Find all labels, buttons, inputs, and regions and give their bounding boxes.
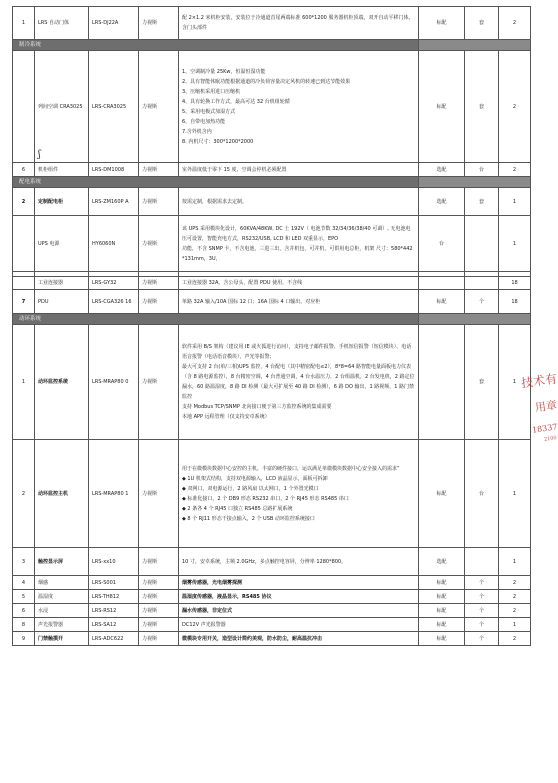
item-brand: 力视斯 (139, 216, 179, 272)
item-model: LRS-CRA3025 (89, 51, 139, 163)
item-name: 声光报警器 (35, 618, 89, 632)
item-model: HY6060N (89, 216, 139, 272)
item-qty: 2 (499, 7, 531, 40)
item-qty: 1 (499, 548, 531, 576)
item-unit: 个 (465, 604, 499, 618)
row-number (13, 277, 35, 290)
hand-mark: ʃ (38, 149, 41, 160)
item-qty: 18 (499, 277, 531, 290)
row-number: 1 (13, 7, 35, 40)
item-unit: 套 (465, 188, 499, 216)
item-description: 漏水传感器，非定位式 (179, 604, 419, 618)
item-qty: 2 (499, 632, 531, 646)
item-qty: 2 (499, 51, 531, 163)
row-number: 9 (13, 632, 35, 646)
item-model: LRS-CGA326 16 (89, 290, 139, 314)
item-description: 室外温度低于零下 15 度，空调会停机必须配置 (179, 163, 419, 177)
item-name: 温湿度 (35, 590, 89, 604)
table-row (13, 188, 531, 216)
item-brand: 力视斯 (139, 7, 179, 40)
item-name: 水浸 (35, 604, 89, 618)
item-config: 标配 (419, 290, 465, 314)
item-model: LRS-S001 (89, 576, 139, 590)
item-name: 动环监控主机 (35, 440, 89, 548)
item-name: 触控显示屏 (35, 548, 89, 576)
item-model: LRS-MRAP80 0 (89, 325, 139, 440)
item-model: LRS-TH812 (89, 590, 139, 604)
row-number: 1 (13, 325, 35, 440)
item-description: 1、空调制冷量 25Kw，恒温恒湿功能 2、具有智能休眠功能根据通道的冷负荷容量决定风机的转速已到达节能效果 3、压缩机采用进口压缩机 4、具有轮换工作方式，最高可达 32 台机组轮循 5、采用电极式加湿方式 6、自带电加热功能 7.含外机含内 8. 内机尺寸：300*1200*2000 (179, 51, 419, 163)
item-unit: 个 (465, 290, 499, 314)
item-config (419, 325, 465, 440)
item-brand: 力视斯 (139, 576, 179, 590)
item-description: 按需定制，根据需求去定制。 (179, 188, 419, 216)
row-number: 2 (13, 188, 35, 216)
item-config: 选配 (419, 548, 465, 576)
section-title: 制冷系统 (13, 40, 419, 51)
item-config: 标配 (419, 440, 465, 548)
section-title: 动环系统 (13, 314, 419, 325)
row-number: 2 (13, 440, 35, 548)
item-description: 10 寸，安卓系统，主频 2.0GHz，多点触控电容屏，分辨率 1280*800。 (179, 548, 419, 576)
spec-sheet (12, 6, 542, 766)
item-name: 工业连接器 (35, 277, 89, 290)
table-row (13, 277, 531, 290)
item-model: LRS-xx10 (89, 548, 139, 576)
row-number (13, 216, 35, 272)
row-number: 6 (13, 163, 35, 177)
item-name: LRS 自动门体 (35, 7, 89, 40)
item-unit (465, 277, 499, 290)
table-row (13, 440, 531, 548)
item-config (419, 277, 465, 290)
item-brand: 力视斯 (139, 548, 179, 576)
item-qty: 2 (499, 604, 531, 618)
item-qty: 1 (499, 216, 531, 272)
section-header (13, 177, 531, 188)
row-number: 4 (13, 576, 35, 590)
item-unit (465, 216, 499, 272)
item-qty: 1 (499, 618, 531, 632)
item-description: 该 UPS 采用模块化设计，60KVA/48KW, DC 士 192V（ 电池节数 32/34/36/38/40 可调）, 无电池电压可设置，智能充电方式，RS232/USB, LCD 和 LED 双重显示，EPO 功能，不含 SNMP 卡，不含电池，三进三出，含并机包，可并机，可供用电总柜，机架 尺寸：580*442*131mm，3U， (179, 216, 419, 272)
row-number: 3 (13, 548, 35, 576)
item-brand: 力视斯 (139, 277, 179, 290)
item-unit: 套 (465, 51, 499, 163)
item-qty: 2 (499, 576, 531, 590)
table-row (13, 216, 531, 272)
table-row (13, 290, 531, 314)
item-description: 温湿度传感器，液晶显示，RS485 协议 (179, 590, 419, 604)
item-brand: 力视斯 (139, 188, 179, 216)
item-config: 选配 (419, 188, 465, 216)
section-header (13, 40, 531, 51)
item-qty: 2 (499, 590, 531, 604)
item-qty: 2 (499, 163, 531, 177)
item-model: LRS-DM1008 (89, 163, 139, 177)
item-config: 标配 (419, 604, 465, 618)
item-name: 定制配电柜 (35, 188, 89, 216)
table-row (13, 632, 531, 646)
item-description: 用于在微模块数据中心安控的主机，丰富的硬件接口，运以满足单微模块数据中心安全接入的需求“ ◆ 1U 机架式结构，支持双电源输入，LCD 液晶显示，面板可拆卸 ◆ 双网口，双电源运行，2 路风扇 以太网口，1 个外置光模口 ◆ 标准化接口，2 个 DB9 形态 RS232 串口，2 个 RJ45 形态 RS485 串口 ◆ 2 条各 4 个 RJ45 口独立 RS485 总路扩展系统 ◆ 8 个 RJ11 形态干接点输入，2 个 USB 动环监控系统接口 (179, 440, 419, 548)
seal-text-2: 用章 (534, 398, 558, 415)
item-unit: 个 (465, 632, 499, 646)
item-brand: 力视斯 (139, 290, 179, 314)
item-model: LRS-ZM160P A (89, 188, 139, 216)
table-row (13, 590, 531, 604)
item-description: 烟雾传感器，光电烟雾探测 (179, 576, 419, 590)
item-qty: 1 (499, 440, 531, 548)
item-qty: 18 (499, 290, 531, 314)
item-description: 配 2×1.2 米机柜安装，安装位于冷通道首尾两端标准 600*1200 服务器机柜顶端，双开自动平移门体，含门头部件 (179, 7, 419, 40)
item-model: LRS-MRAP80 1 (89, 440, 139, 548)
item-description: 微模块专用开关，造型设计简约美观，防水防尘，耐高温抗冲击 (179, 632, 419, 646)
item-unit: 台 (465, 163, 499, 177)
equipment-table (12, 6, 531, 646)
item-name: 列间空调 CRA3025 (35, 51, 89, 163)
table-row (13, 548, 531, 576)
item-unit: 个 (465, 590, 499, 604)
item-unit: 个 (465, 576, 499, 590)
table-row (13, 325, 531, 440)
item-config: 标配 (419, 618, 465, 632)
item-unit: 套 (465, 7, 499, 40)
item-model: LRS-DJ22A (89, 7, 139, 40)
item-config: 标配 (419, 7, 465, 40)
item-config: 标配 (419, 51, 465, 163)
item-model: LRS-GY32 (89, 277, 139, 290)
item-description: 单路 32A 输入/10A 国标 12 口；16A 国标 4 口输出，对应柜 (179, 290, 419, 314)
item-unit: 套 (465, 325, 499, 440)
item-brand: 力视斯 (139, 618, 179, 632)
table-row (13, 163, 531, 177)
item-brand: 力视斯 (139, 163, 179, 177)
table-row (13, 51, 531, 163)
section-title: 配电系统 (13, 177, 419, 188)
seal-text-1: 技术有 (520, 371, 558, 391)
item-model: LRS-SA12 (89, 618, 139, 632)
item-description: 软件采用 B/S 架构（建议用 IE 或火狐进行访问），支持电子邮件报警、手机短信报警（短信模块）、电话语音报警（电话语音模块），声光等报警； 最大可支持 2 台(单/三相)UPS 监控，4 台配电（其中精密配电≤2），8*8=64 路智能电量面板电力仪表（含 8 路电源监控），8 台精密空调，4 台普通空调，4 台水温压力，2 台组温机，2 台发电机，2 路定位漏水，60 路温湿度，8 路 DI 检测（最大可扩展至 40 路 DI 检测），6 路 DO 输出，1 路视频，1 路门禁监控 支持 Modbus TCP/SNMP 北向接口便于第三方监控系统的集成需要 本地 APP 远程管理（仅支持安卓系统） (179, 325, 419, 440)
row-number: 7 (13, 290, 35, 314)
seal-text-4: 2100 (543, 435, 558, 443)
item-name: 烟感 (35, 576, 89, 590)
item-config: 标配 (419, 576, 465, 590)
item-model: LRS-RS12 (89, 604, 139, 618)
table-row (13, 7, 531, 40)
item-unit: 台 (465, 440, 499, 548)
item-name: 门禁触摸开 (35, 632, 89, 646)
row-number: 6 (13, 604, 35, 618)
item-name: 动环监控系统 (35, 325, 89, 440)
item-brand: 力视斯 (139, 604, 179, 618)
row-number (13, 51, 35, 163)
item-config: 标配 (419, 632, 465, 646)
item-brand: 力视斯 (139, 590, 179, 604)
item-name: UPS 电源 (35, 216, 89, 272)
item-name: 机柜组件 (35, 163, 89, 177)
item-brand: 力视斯 (139, 440, 179, 548)
item-brand: 力视斯 (139, 51, 179, 163)
table-row (13, 618, 531, 632)
item-description: DC12V 声光报警器 (179, 618, 419, 632)
item-qty: 1 (499, 325, 531, 440)
section-header (13, 314, 531, 325)
item-description: 工业连接器 32A，含公母头，配置 PDU 使用，不含线 (179, 277, 419, 290)
item-unit: 个 (465, 618, 499, 632)
item-config: 台 (419, 216, 465, 272)
item-name: PDU (35, 290, 89, 314)
item-unit (465, 548, 499, 576)
item-model: LRS-ADC622 (89, 632, 139, 646)
table-row (13, 576, 531, 590)
item-config: 选配 (419, 163, 465, 177)
row-number: 5 (13, 590, 35, 604)
item-qty: 1 (499, 188, 531, 216)
item-config: 标配 (419, 590, 465, 604)
item-brand: 力视斯 (139, 632, 179, 646)
item-brand: 力视斯 (139, 325, 179, 440)
row-number: 8 (13, 618, 35, 632)
seal-text-3: 18337 (531, 422, 558, 435)
table-row (13, 604, 531, 618)
